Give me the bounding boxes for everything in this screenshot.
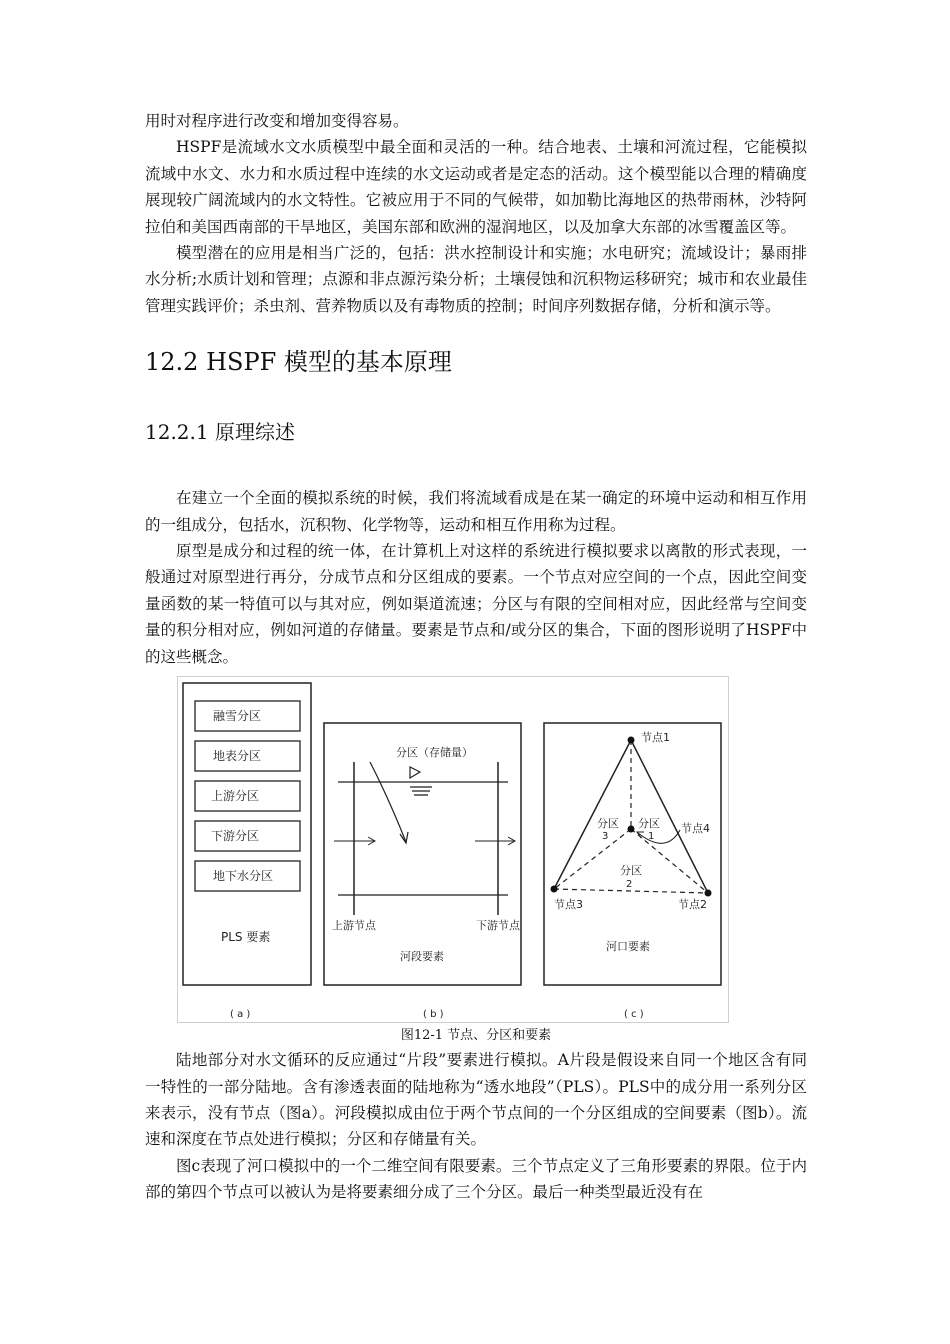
pls-element-label: PLS 要素: [221, 930, 271, 945]
subsection-title: 12.2.1 原理综述: [145, 420, 295, 445]
pls-box-groundwater-label: 地下水分区: [213, 869, 274, 884]
zone-1-label: 分区: [638, 817, 660, 831]
figure-diagram: [178, 677, 728, 1022]
node4-pointer-arrow: [638, 830, 680, 843]
figure-caption: 图12-1 节点、分区和要素: [400, 1028, 552, 1044]
section-title: 12.2 HSPF 模型的基本原理: [145, 348, 452, 377]
pls-box-surface-label: 地表分区: [213, 749, 262, 764]
zone-storage-label: 分区（存储量）: [396, 746, 473, 760]
pls-box-lower-label: 下游分区: [211, 829, 260, 844]
paragraph-system-components: 在建立一个全面的模拟系统的时候，我们将流域看成是在某一确定的环境中运动和相互作用的一组成分，包括水，沉积物、化学物等，运动和相互作用称为过程。: [145, 489, 807, 534]
paragraph-prototype: 原型是成分和过程的统一体，在计算机上对这样的系统进行模拟要求以离散的形式表现，一般通过对原型进行再分，分成节点和分区组成的要素。一个节点对应空间的一个点，因此空间变量函数的某一特值可以与其对应，例如渠道流速；分区与有限的空间相对应，因此经常与空间变量的积分相对应，例如河道的存储量。要素是节点和/或分区的集合，下面的图形说明了HSPF中的这些概念。: [145, 542, 807, 666]
paragraph-applications: 模型潜在的应用是相当广泛的，包括：洪水控制设计和实施；水电研究；流域设计；暴雨排水分析;水质计划和管理；点源和非点源污染分析；土壤侵蚀和沉积物运移研究；城市和农业最佳管理实践评价；杀虫剂、营养物质以及有毒物质的控制；时间序列数据存储，分析和演示等。: [145, 244, 807, 315]
panel-a-letter: ( a ): [230, 1009, 251, 1021]
paragraph-estuary: 图c表现了河口模拟中的一个二维空间有限要素。三个节点定义了三角形要素的界限。位于内部的第四个节点可以被认为是将要素细分成了三个分区。最后一种类型最近没有在: [145, 1156, 807, 1202]
panel-b-letter: ( b ): [423, 1009, 444, 1021]
zone-3-label: 分区: [597, 817, 619, 831]
node-2-label: 节点2: [678, 898, 707, 912]
paragraph-hspf-intro: HSPF是流域水文水质模型中最全面和灵活的一种。结合地表、土壤和河流过程，它能模拟流域中水文、水力和水质过程中连续的水文运动或者是定态的活动。这个模型能以合理的精确度展现较广阔流域内的水文特性。它被应用于不同的气候带，如加勒比海地区的热带雨林，沙特阿拉伯和美国西南部的干旱地区，美国东部和欧洲的湿润地区，以及加拿大东部的冰雪覆盖区等。: [145, 138, 807, 236]
node-3-label: 节点3: [554, 898, 583, 912]
upstream-node-label: 上游节点: [332, 919, 376, 933]
pls-box-upper-label: 上游分区: [211, 789, 260, 804]
zone-1-number: 1: [648, 831, 655, 843]
pls-box-snowmelt-label: 融雪分区: [213, 709, 262, 724]
zone-pointer-arrow: [370, 762, 406, 842]
node-1-label: 节点1: [641, 731, 670, 745]
downstream-node-label: 下游节点: [476, 919, 520, 933]
paragraph-land-segment: 陆地部分对水文循环的反应通过“片段”要素进行模拟。A片段是假设来自同一个地区含有同一特性的一部分陆地。含有渗透表面的陆地称为“透水地段”（PLS）。PLS中的成分用一系列分区来表示，没有节点（图a）。河段模拟成由位于两个节点间的一个分区组成的空间要素（图b）。流速和深度在节点处进行模拟；分区和存储量有关。: [145, 1051, 807, 1149]
node-2-dot: [705, 890, 712, 897]
zone-3-number: 3: [602, 831, 609, 843]
paragraph-continuation: 用时对程序进行改变和增加变得容易。: [145, 112, 409, 130]
zone-2-number: 2: [626, 879, 633, 891]
reach-element-label: 河段要素: [400, 950, 444, 964]
estuary-element-label: 河口要素: [606, 940, 650, 954]
node-4-label: 节点4: [681, 822, 710, 836]
zone-2-label: 分区: [620, 864, 642, 878]
interior-dash-left: [554, 829, 631, 889]
panel-c-letter: ( c ): [624, 1009, 644, 1021]
node-3-dot: [551, 886, 558, 893]
figure-nodes-zones-elements: [177, 676, 729, 1023]
document-page: [145, 108, 807, 1206]
water-level-icon: [410, 767, 420, 778]
node-1-dot: [628, 737, 635, 744]
interior-dash-right: [631, 829, 708, 893]
node-4-dot: [628, 826, 635, 833]
